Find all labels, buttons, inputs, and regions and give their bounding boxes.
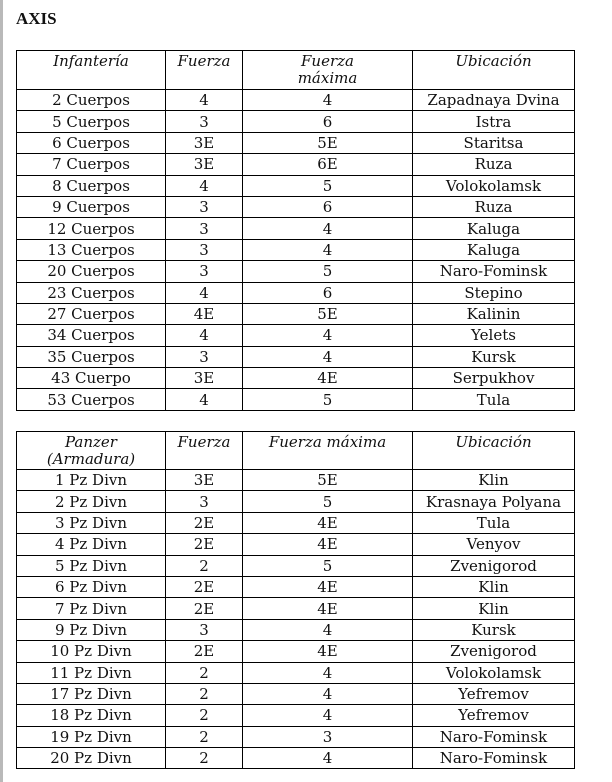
max-strength-cell: 6 — [243, 282, 413, 303]
header-strength: Fuerza — [166, 432, 243, 470]
table-row — [17, 154, 575, 175]
max-strength-cell: 4E — [243, 512, 413, 533]
location-cell: Venyov — [413, 534, 575, 555]
max-strength-cell: 5 — [243, 389, 413, 410]
header-infantry: Infantería — [17, 51, 166, 90]
table-row — [17, 470, 575, 491]
panzer-table — [16, 431, 575, 769]
max-strength-cell: 5E — [243, 303, 413, 324]
table-row — [17, 705, 575, 726]
infantry-table — [16, 50, 575, 411]
table-row — [17, 132, 575, 153]
table-row — [17, 662, 575, 683]
page-left-border — [0, 0, 3, 782]
max-strength-cell: 5E — [243, 132, 413, 153]
unit-cell: 27 Cuerpos — [17, 303, 166, 324]
location-cell: Kursk — [413, 346, 575, 367]
strength-cell: 4 — [166, 325, 243, 346]
table-row — [17, 555, 575, 576]
strength-cell: 3 — [166, 196, 243, 217]
table-row — [17, 368, 575, 389]
table-row — [17, 239, 575, 260]
unit-cell: 34 Cuerpos — [17, 325, 166, 346]
table-row — [17, 282, 575, 303]
table-row — [17, 748, 575, 769]
location-cell: Ruza — [413, 196, 575, 217]
header-max-strength: Fuerza máxima — [243, 51, 413, 90]
location-cell: Zvenigorod — [413, 555, 575, 576]
strength-cell: 3E — [166, 154, 243, 175]
location-cell: Yefremov — [413, 705, 575, 726]
unit-cell: 9 Pz Divn — [17, 619, 166, 640]
strength-cell: 3 — [166, 261, 243, 282]
strength-cell: 2E — [166, 598, 243, 619]
max-strength-cell: 4E — [243, 641, 413, 662]
unit-cell: 2 Pz Divn — [17, 491, 166, 512]
location-cell: Istra — [413, 111, 575, 132]
max-strength-cell: 5E — [243, 470, 413, 491]
unit-cell: 2 Cuerpos — [17, 90, 166, 111]
strength-cell: 2E — [166, 512, 243, 533]
location-cell: Volokolamsk — [413, 175, 575, 196]
unit-cell: 19 Pz Divn — [17, 726, 166, 747]
unit-cell: 3 Pz Divn — [17, 512, 166, 533]
strength-cell: 2 — [166, 683, 243, 704]
max-strength-cell: 3 — [243, 726, 413, 747]
max-strength-cell: 4 — [243, 705, 413, 726]
max-strength-cell: 4 — [243, 662, 413, 683]
table-row — [17, 303, 575, 324]
table-row — [17, 90, 575, 111]
location-cell: Ruza — [413, 154, 575, 175]
unit-cell: 13 Cuerpos — [17, 239, 166, 260]
table-row — [17, 261, 575, 282]
max-strength-cell: 4 — [243, 619, 413, 640]
unit-cell: 10 Pz Divn — [17, 641, 166, 662]
location-cell: Naro-Fominsk — [413, 726, 575, 747]
location-cell: Naro-Fominsk — [413, 748, 575, 769]
table-header-row — [17, 432, 575, 470]
unit-cell: 7 Pz Divn — [17, 598, 166, 619]
location-cell: Stepino — [413, 282, 575, 303]
header-strength: Fuerza — [166, 51, 243, 90]
strength-cell: 3E — [166, 470, 243, 491]
table-row — [17, 619, 575, 640]
table-row — [17, 534, 575, 555]
unit-cell: 8 Cuerpos — [17, 175, 166, 196]
table-row — [17, 325, 575, 346]
table-row — [17, 576, 575, 597]
unit-cell: 1 Pz Divn — [17, 470, 166, 491]
location-cell: Klin — [413, 470, 575, 491]
max-strength-cell: 4 — [243, 748, 413, 769]
strength-cell: 2 — [166, 662, 243, 683]
unit-cell: 6 Cuerpos — [17, 132, 166, 153]
max-strength-cell: 4E — [243, 534, 413, 555]
unit-cell: 6 Pz Divn — [17, 576, 166, 597]
location-cell: Kaluga — [413, 218, 575, 239]
location-cell: Tula — [413, 389, 575, 410]
strength-cell: 3E — [166, 368, 243, 389]
max-strength-cell: 5 — [243, 261, 413, 282]
location-cell: Tula — [413, 512, 575, 533]
max-strength-cell: 4 — [243, 325, 413, 346]
table-row — [17, 641, 575, 662]
location-cell: Klin — [413, 598, 575, 619]
strength-cell: 4 — [166, 175, 243, 196]
strength-cell: 4 — [166, 90, 243, 111]
max-strength-cell: 4E — [243, 368, 413, 389]
unit-cell: 12 Cuerpos — [17, 218, 166, 239]
strength-cell: 3 — [166, 491, 243, 512]
max-strength-cell: 6 — [243, 196, 413, 217]
unit-cell: 7 Cuerpos — [17, 154, 166, 175]
unit-cell: 18 Pz Divn — [17, 705, 166, 726]
max-strength-cell: 6 — [243, 111, 413, 132]
strength-cell: 2 — [166, 555, 243, 576]
max-strength-cell: 4 — [243, 346, 413, 367]
location-cell: Serpukhov — [413, 368, 575, 389]
table-row — [17, 726, 575, 747]
location-cell: Yelets — [413, 325, 575, 346]
unit-cell: 17 Pz Divn — [17, 683, 166, 704]
max-strength-cell: 5 — [243, 555, 413, 576]
unit-cell: 20 Pz Divn — [17, 748, 166, 769]
strength-cell: 2 — [166, 748, 243, 769]
table-row — [17, 196, 575, 217]
location-cell: Kursk — [413, 619, 575, 640]
location-cell: Zvenigorod — [413, 641, 575, 662]
table-row — [17, 111, 575, 132]
strength-cell: 2 — [166, 705, 243, 726]
location-cell: Naro-Fominsk — [413, 261, 575, 282]
strength-cell: 2 — [166, 726, 243, 747]
table-row — [17, 175, 575, 196]
header-location: Ubicación — [413, 432, 575, 470]
header-panzer: Panzer (Armadura) — [17, 432, 166, 470]
table-row — [17, 389, 575, 410]
unit-cell: 9 Cuerpos — [17, 196, 166, 217]
location-cell: Yefremov — [413, 683, 575, 704]
strength-cell: 2E — [166, 534, 243, 555]
strength-cell: 3E — [166, 132, 243, 153]
table-row — [17, 218, 575, 239]
max-strength-cell: 4 — [243, 218, 413, 239]
max-strength-cell: 4 — [243, 683, 413, 704]
max-strength-cell: 4E — [243, 576, 413, 597]
location-cell: Kaluga — [413, 239, 575, 260]
strength-cell: 3 — [166, 218, 243, 239]
table-row — [17, 598, 575, 619]
header-max-strength: Fuerza máxima — [243, 432, 413, 470]
table-row — [17, 683, 575, 704]
unit-cell: 4 Pz Divn — [17, 534, 166, 555]
table-row — [17, 512, 575, 533]
max-strength-cell: 4 — [243, 239, 413, 260]
page-title: AXIS — [16, 9, 57, 28]
unit-cell: 5 Pz Divn — [17, 555, 166, 576]
strength-cell: 4 — [166, 282, 243, 303]
strength-cell: 3 — [166, 346, 243, 367]
max-strength-cell: 6E — [243, 154, 413, 175]
table-header-row — [17, 51, 575, 90]
unit-cell: 23 Cuerpos — [17, 282, 166, 303]
strength-cell: 2E — [166, 641, 243, 662]
location-cell: Volokolamsk — [413, 662, 575, 683]
location-cell: Krasnaya Polyana — [413, 491, 575, 512]
strength-cell: 2E — [166, 576, 243, 597]
unit-cell: 53 Cuerpos — [17, 389, 166, 410]
strength-cell: 4 — [166, 389, 243, 410]
max-strength-cell: 5 — [243, 491, 413, 512]
strength-cell: 4E — [166, 303, 243, 324]
unit-cell: 5 Cuerpos — [17, 111, 166, 132]
max-strength-cell: 4E — [243, 598, 413, 619]
location-cell: Klin — [413, 576, 575, 597]
header-location: Ubicación — [413, 51, 575, 90]
table-row — [17, 491, 575, 512]
strength-cell: 3 — [166, 619, 243, 640]
table-row — [17, 346, 575, 367]
unit-cell: 43 Cuerpo — [17, 368, 166, 389]
unit-cell: 20 Cuerpos — [17, 261, 166, 282]
max-strength-cell: 4 — [243, 90, 413, 111]
unit-cell: 35 Cuerpos — [17, 346, 166, 367]
location-cell: Zapadnaya Dvina — [413, 90, 575, 111]
max-strength-cell: 5 — [243, 175, 413, 196]
location-cell: Staritsa — [413, 132, 575, 153]
strength-cell: 3 — [166, 239, 243, 260]
strength-cell: 3 — [166, 111, 243, 132]
location-cell: Kalinin — [413, 303, 575, 324]
unit-cell: 11 Pz Divn — [17, 662, 166, 683]
